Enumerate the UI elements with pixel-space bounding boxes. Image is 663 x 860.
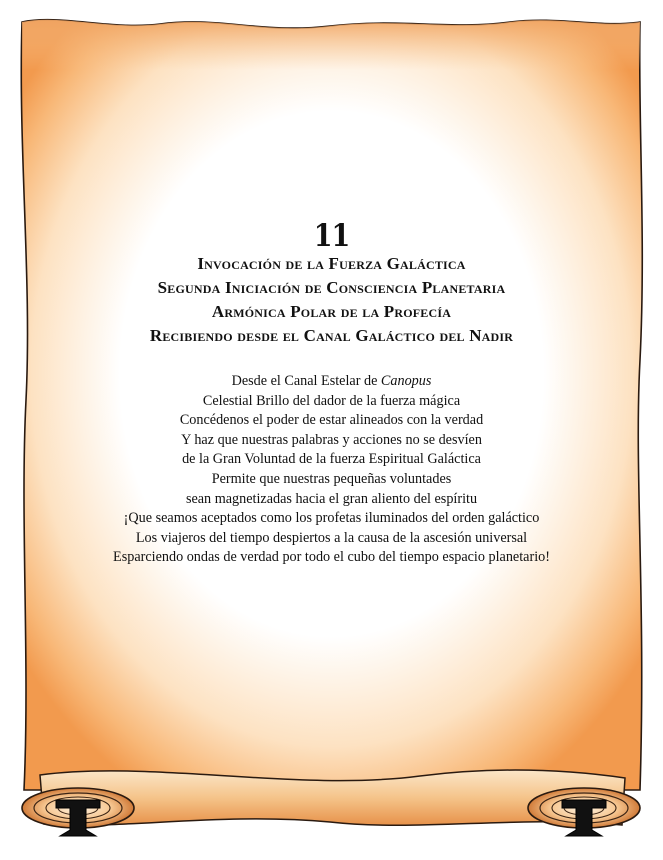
heading-channel: Recibiendo desde el Canal Galáctico del Nadir [149, 326, 514, 345]
chapter-headings [70, 252, 593, 348]
poem-line-prefix: Desde el Canal Estelar de [231, 373, 381, 389]
poem-line: ¡Que seamos aceptados como los profetas iluminados del orden galáctico [123, 510, 540, 527]
poem-line-emphasis: Canopus [380, 373, 432, 389]
poem-line: Permite que nuestras pequeñas voluntades [211, 470, 452, 487]
poem-line: Concédenos el poder de estar alineados con la verdad [179, 412, 484, 429]
chapter-number: 11 [313, 218, 350, 255]
left-roll-coil [22, 788, 134, 836]
right-roll-coil [528, 788, 640, 836]
poem-line: Y haz que nuestras palabras y acciones no se desvíen [181, 431, 482, 448]
scroll-content [70, 218, 593, 568]
poem-line [70, 372, 593, 392]
poem-line: de la Gran Voluntad de la fuerza Espiritual Galáctica [182, 451, 481, 468]
poem-line: sean magnetizadas hacia el gran aliento del espíritu [185, 490, 478, 507]
invocation-poem [70, 372, 593, 568]
poem-line: Celestial Brillo del dador de la fuerza mágica [202, 392, 461, 409]
poem-line: Los viajeros del tiempo despiertos a la causa de la ascesión universal [135, 529, 528, 546]
poem-line: Esparciendo ondas de verdad por todo el cubo del tiempo espacio planetario! [113, 549, 550, 566]
heading-subtitle: Segunda Iniciación de Consciencia Planetaria [157, 278, 506, 297]
heading-harmonic: Armónica Polar de la Profecía [211, 302, 452, 321]
heading-title: Invocación de la Fuerza Galáctica [197, 254, 466, 273]
